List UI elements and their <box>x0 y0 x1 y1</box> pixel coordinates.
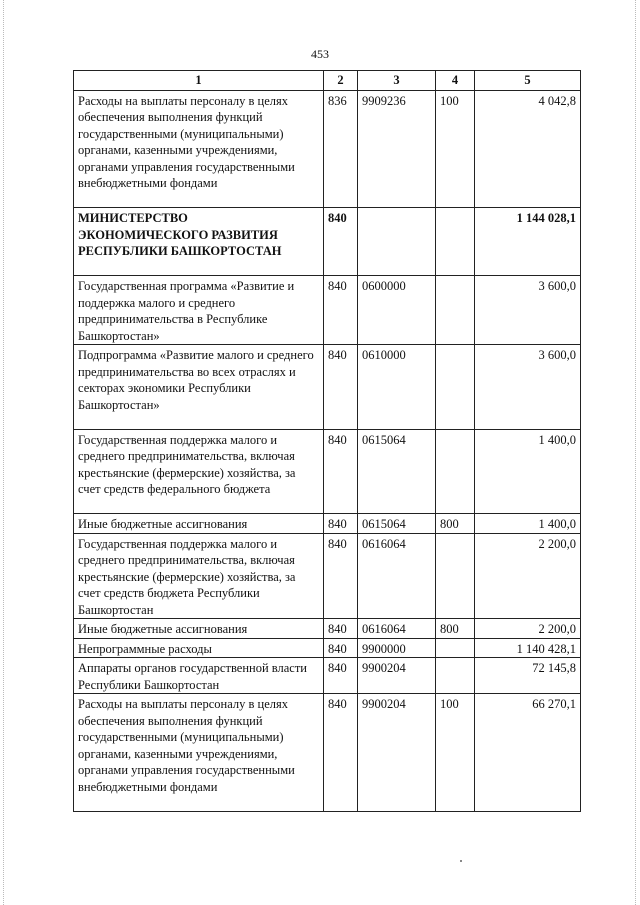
table-row <box>74 638 581 658</box>
scan-edge-left <box>3 0 5 905</box>
table-row <box>74 514 581 534</box>
row-code-4 <box>436 658 475 694</box>
row-name: Иные бюджетные ассигнования <box>74 514 324 534</box>
table-row <box>74 429 581 514</box>
row-amount: 4 042,8 <box>475 90 581 208</box>
header-col-5: 5 <box>475 71 581 91</box>
page-number: 453 <box>311 47 329 61</box>
row-amount: 1 140 428,1 <box>475 638 581 658</box>
row-code-3: 0616064 <box>358 533 436 619</box>
row-code-3: 0615064 <box>358 514 436 534</box>
row-code-2: 840 <box>324 276 358 345</box>
header-col-3: 3 <box>358 71 436 91</box>
table-row <box>74 208 581 276</box>
table-row <box>74 345 581 430</box>
header-col-4: 4 <box>436 71 475 91</box>
row-name: МИНИСТЕРСТВО ЭКОНОМИЧЕСКОГО РАЗВИТИЯ РЕСПУБЛИКИ БАШКОРТОСТАН <box>74 208 324 276</box>
row-code-3: 9900000 <box>358 638 436 658</box>
row-code-2: 840 <box>324 345 358 430</box>
budget-table <box>73 70 581 812</box>
scan-edge-right <box>635 0 637 905</box>
row-code-4: 100 <box>436 694 475 812</box>
table-row <box>74 694 581 812</box>
row-code-2: 840 <box>324 208 358 276</box>
row-name: Подпрограмма «Развитие малого и среднего предпринимательства во всех отраслях и секторах экономики Республики Башкортостан» <box>74 345 324 430</box>
row-amount: 1 144 028,1 <box>475 208 581 276</box>
row-name: Расходы на выплаты персоналу в целях обеспечения выполнения функций государственными (муниципальными) органами, казенными учреждениями, органами управления государственными внебюджетными фондами <box>74 694 324 812</box>
table-row <box>74 658 581 694</box>
row-code-4 <box>436 429 475 514</box>
row-code-4 <box>436 533 475 619</box>
row-code-3: 9900204 <box>358 658 436 694</box>
table-row <box>74 619 581 639</box>
row-amount: 3 600,0 <box>475 345 581 430</box>
row-code-2: 840 <box>324 638 358 658</box>
row-code-3: 9909236 <box>358 90 436 208</box>
table-body <box>74 90 581 811</box>
row-code-3: 0600000 <box>358 276 436 345</box>
row-code-3: 0615064 <box>358 429 436 514</box>
row-code-3: 9900204 <box>358 694 436 812</box>
row-code-4 <box>436 276 475 345</box>
row-name: Непрограммные расходы <box>74 638 324 658</box>
table-row <box>74 276 581 345</box>
row-code-4 <box>436 638 475 658</box>
row-code-2: 840 <box>324 658 358 694</box>
row-code-3: 0616064 <box>358 619 436 639</box>
row-amount: 1 400,0 <box>475 514 581 534</box>
row-code-4 <box>436 345 475 430</box>
row-code-2: 840 <box>324 514 358 534</box>
row-code-2: 840 <box>324 533 358 619</box>
row-code-3 <box>358 208 436 276</box>
row-code-2: 840 <box>324 619 358 639</box>
row-code-2: 840 <box>324 429 358 514</box>
table-header-row <box>74 71 581 91</box>
row-code-3: 0610000 <box>358 345 436 430</box>
row-code-2: 836 <box>324 90 358 208</box>
row-name: Расходы на выплаты персоналу в целях обеспечения выполнения функций государственными (муниципальными) органами, казенными учреждениями, органами управления государственными внебюджетными фондами <box>74 90 324 208</box>
row-code-4 <box>436 208 475 276</box>
row-amount: 72 145,8 <box>475 658 581 694</box>
row-amount: 2 200,0 <box>475 533 581 619</box>
header-col-1: 1 <box>74 71 324 91</box>
row-code-4: 800 <box>436 619 475 639</box>
row-code-4: 800 <box>436 514 475 534</box>
row-amount: 1 400,0 <box>475 429 581 514</box>
row-name: Иные бюджетные ассигнования <box>74 619 324 639</box>
row-name: Государственная поддержка малого и среднего предпринимательства, включая крестьянские (фермерские) хозяйства, за счет средств бюджета Республики Башкортостан <box>74 533 324 619</box>
row-code-2: 840 <box>324 694 358 812</box>
row-name: Государственная программа «Развитие и поддержка малого и среднего предпринимательства в Республике Башкортостан» <box>74 276 324 345</box>
row-amount: 66 270,1 <box>475 694 581 812</box>
row-code-4: 100 <box>436 90 475 208</box>
scan-speck <box>460 860 462 862</box>
table-row <box>74 533 581 619</box>
table-row <box>74 90 581 208</box>
row-amount: 3 600,0 <box>475 276 581 345</box>
row-name: Государственная поддержка малого и среднего предпринимательства, включая крестьянские (фермерские) хозяйства, за счет средств федерального бюджета <box>74 429 324 514</box>
header-col-2: 2 <box>324 71 358 91</box>
row-amount: 2 200,0 <box>475 619 581 639</box>
row-name: Аппараты органов государственной власти Республики Башкортостан <box>74 658 324 694</box>
